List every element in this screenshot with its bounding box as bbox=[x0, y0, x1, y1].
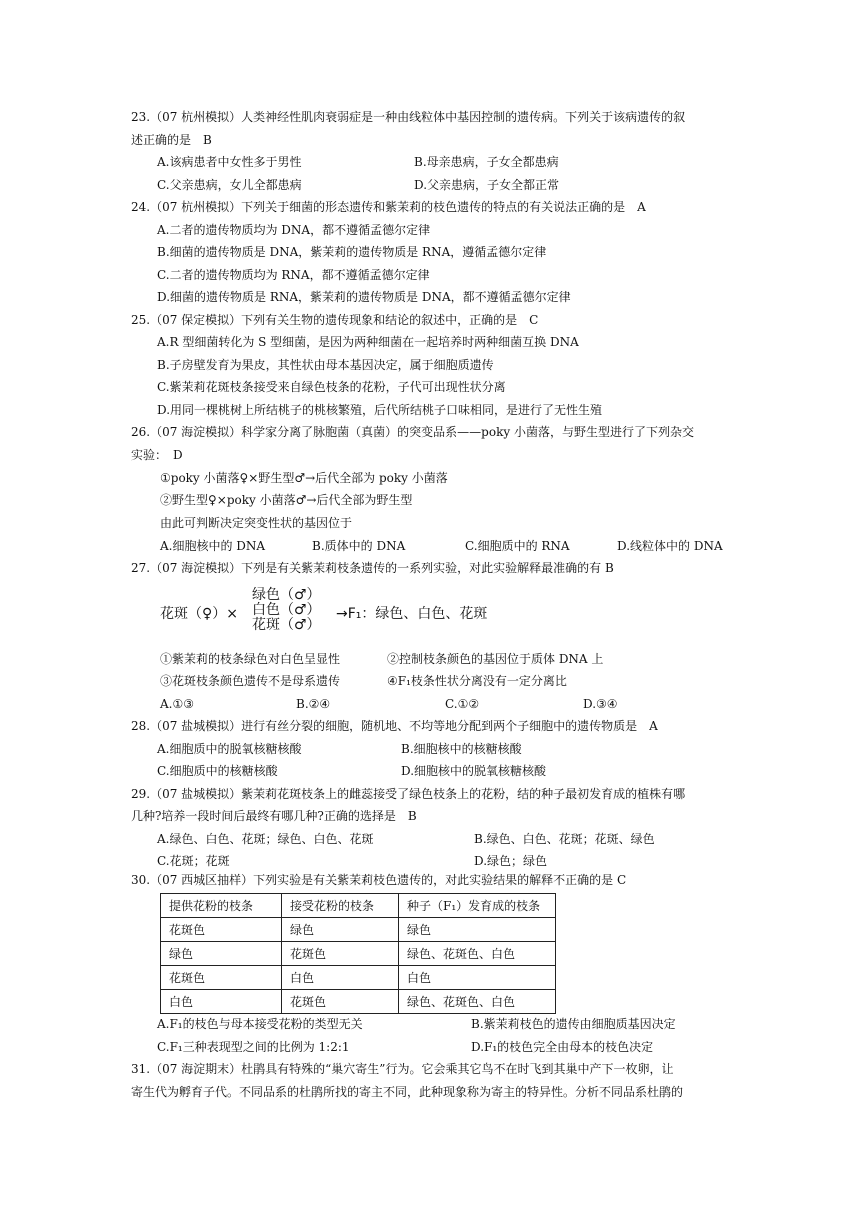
q27-statement-4: ④F₁枝条性状分离没有一定分离比 bbox=[387, 674, 567, 688]
q30-table-header-row bbox=[161, 894, 556, 918]
q30-header-offspring: 种子（F₁）发育成的枝条 bbox=[399, 894, 556, 918]
table-cell: 绿色 bbox=[399, 918, 556, 942]
q26-stem-line2: 实验： D bbox=[131, 448, 183, 462]
q27-cross-male-variegated: 花斑（♂） bbox=[252, 617, 321, 633]
q26-cross-1: ①poky 小菌落♀×野生型♂→后代全部为 poky 小菌落 bbox=[160, 471, 448, 485]
q24-option-b: B.细菌的遗传物质是 DNA，紫茉莉的遗传物质是 RNA，遵循孟德尔定律 bbox=[157, 245, 547, 259]
q31-stem-line2: 寄生代为孵育子代。不同品系的杜鹃所找的寄主不同，此种现象称为寄主的特异性。分析不同品系杜鹃的 bbox=[131, 1085, 684, 1099]
q27-option-c: C.①② bbox=[445, 697, 480, 711]
q25-stem: 25.（07 保定模拟）下列有关生物的遗传现象和结论的叙述中，正确的是 C bbox=[131, 313, 539, 327]
q26-option-b: B.质体中的 DNA bbox=[312, 539, 406, 553]
table-cell: 绿色、花斑色、白色 bbox=[399, 990, 556, 1014]
table-row bbox=[161, 966, 556, 990]
q23-stem-line1: 23.（07 杭州模拟）人类神经性肌肉衰弱症是一种由线粒体中基因控制的遗传病。下列关于该病遗传的叙 bbox=[131, 110, 686, 124]
table-row bbox=[161, 942, 556, 966]
q27-cross-male-green: 绿色（♂） bbox=[252, 587, 321, 603]
q30-option-a: A.F₁的枝色与母本接受花粉的类型无关 bbox=[157, 1017, 363, 1031]
q27-stem: 27.（07 海淀模拟）下列是有关紫茉莉枝条遗传的一系列实验，对此实验解释最准确的有 B bbox=[131, 561, 614, 575]
table-cell: 绿色 bbox=[161, 942, 282, 966]
q27-cross-female: 花斑（♀）× bbox=[160, 606, 238, 622]
q25-option-b: B.子房壁发育为果皮，其性状由母本基因决定，属于细胞质遗传 bbox=[157, 358, 494, 372]
q27-option-a: A.①③ bbox=[160, 697, 194, 711]
q24-option-d: D.细菌的遗传物质是 RNA，紫茉莉的遗传物质是 DNA，都不遵循孟德尔定律 bbox=[157, 290, 571, 304]
table-cell: 白色 bbox=[282, 966, 399, 990]
q26-option-d: D.线粒体中的 DNA bbox=[617, 539, 723, 553]
q26-option-a: A.细胞核中的 DNA bbox=[160, 539, 266, 553]
q27-statement-2: ②控制枝条颜色的基因位于质体 DNA 上 bbox=[387, 652, 604, 666]
q30-header-pollen-donor: 提供花粉的枝条 bbox=[161, 894, 282, 918]
q30-header-pollen-receiver: 接受花粉的枝条 bbox=[282, 894, 399, 918]
table-cell: 绿色 bbox=[282, 918, 399, 942]
q29-option-d: D.绿色；绿色 bbox=[474, 854, 548, 868]
q26-stem-line1: 26.（07 海淀模拟）科学家分离了脉胞菌（真菌）的突变品系——poky 小菌落，与野生型进行了下列杂交 bbox=[131, 425, 694, 439]
q23-stem-line2: 述正确的是 B bbox=[131, 133, 212, 147]
table-cell: 花斑色 bbox=[282, 990, 399, 1014]
q24-option-a: A.二者的遗传物质均为 DNA，都不遵循孟德尔定律 bbox=[157, 223, 431, 237]
q25-option-c: C.紫茉莉花斑枝条接受来自绿色枝条的花粉，子代可出现性状分离 bbox=[157, 380, 506, 394]
q27-statement-3: ③花斑枝条颜色遗传不是母系遗传 bbox=[160, 674, 341, 688]
table-cell: 花斑色 bbox=[161, 918, 282, 942]
q24-stem: 24.（07 杭州模拟）下列关于细菌的形态遗传和紫茉莉的枝色遗传的特点的有关说法正确的是 A bbox=[131, 200, 646, 214]
q23-option-b: B.母亲患病，子女全都患病 bbox=[414, 155, 559, 169]
q29-option-a: A.绿色、白色、花斑；绿色、白色、花斑 bbox=[157, 832, 374, 846]
q29-stem-line2: 几种?培养一段时间后最终有哪几种?正确的选择是 B bbox=[131, 809, 417, 823]
q31-stem-line1: 31.（07 海淀期末）杜鹃具有特殊的“巢穴寄生”行为。它会乘其它鸟不在时飞到其巢中产下一枚卵，让 bbox=[131, 1062, 674, 1076]
q27-cross-result: →F₁：绿色、白色、花斑 bbox=[336, 606, 488, 622]
q28-option-b: B.细胞核中的核糖核酸 bbox=[401, 742, 522, 756]
q27-cross-male-list bbox=[252, 588, 321, 633]
q23-option-c: C.父亲患病，女儿全都患病 bbox=[157, 178, 302, 192]
q27-statement-1: ①紫茉莉的枝条绿色对白色呈显性 bbox=[160, 652, 341, 666]
table-cell: 花斑色 bbox=[161, 966, 282, 990]
table-cell: 白色 bbox=[399, 966, 556, 990]
q27-option-b: B.②④ bbox=[296, 697, 331, 711]
table-row bbox=[161, 990, 556, 1014]
q30-stem: 30.（07 西城区抽样）下列实验是有关紫茉莉枝色遗传的，对此实验结果的解释不正确的是 C bbox=[131, 873, 627, 887]
q24-option-c: C.二者的遗传物质均为 RNA，都不遵循孟德尔定律 bbox=[157, 268, 430, 282]
q30-option-d: D.F₁的枝色完全由母本的枝色决定 bbox=[471, 1040, 654, 1054]
q26-cross-2: ②野生型♀×poky 小菌落♂→后代全部为野生型 bbox=[160, 493, 413, 507]
q28-option-c: C.细胞质中的核糖核酸 bbox=[157, 764, 278, 778]
q29-option-b: B.绿色、白色、花斑；花斑、绿色 bbox=[474, 832, 655, 846]
q26-option-c: C.细胞质中的 RNA bbox=[465, 539, 570, 553]
q28-stem: 28.（07 盐城模拟）进行有丝分裂的细胞，随机地、不均等地分配到两个子细胞中的遗传物质是 A bbox=[131, 719, 658, 733]
table-cell: 白色 bbox=[161, 990, 282, 1014]
q29-option-c: C.花斑；花斑 bbox=[157, 854, 230, 868]
table-row bbox=[161, 918, 556, 942]
q27-cross-male-white: 白色（♂） bbox=[252, 602, 321, 618]
q28-option-d: D.细胞核中的脱氧核糖核酸 bbox=[401, 764, 547, 778]
q27-option-d: D.③④ bbox=[583, 697, 618, 711]
q26-inference: 由此可判断决定突变性状的基因位于 bbox=[160, 516, 353, 530]
q30-option-c: C.F₁三种表现型之间的比例为 1:2:1 bbox=[157, 1040, 350, 1054]
q30-option-b: B.紫茉莉枝色的遗传由细胞质基因决定 bbox=[471, 1017, 676, 1031]
q28-option-a: A.细胞质中的脱氧核糖核酸 bbox=[157, 742, 302, 756]
q23-option-a: A.该病患者中女性多于男性 bbox=[157, 155, 302, 169]
q25-option-a: A.R 型细菌转化为 S 型细菌，是因为两种细菌在一起培养时两种细菌互换 DNA bbox=[157, 335, 579, 349]
q29-stem-line1: 29.（07 盐城模拟）紫茉莉花斑枝条上的雌蕊接受了绿色枝条上的花粉，结的种子最初发育成的植株有哪 bbox=[131, 787, 686, 801]
q27-cross-diagram bbox=[160, 588, 520, 634]
q23-option-d: D.父亲患病，子女全都正常 bbox=[414, 178, 560, 192]
q30-table bbox=[160, 893, 556, 1014]
q25-option-d: D.用同一棵桃树上所结桃子的桃核繁殖，后代所结桃子口味相同，是进行了无性生殖 bbox=[157, 403, 603, 417]
table-cell: 绿色、花斑色、白色 bbox=[399, 942, 556, 966]
table-cell: 花斑色 bbox=[282, 942, 399, 966]
